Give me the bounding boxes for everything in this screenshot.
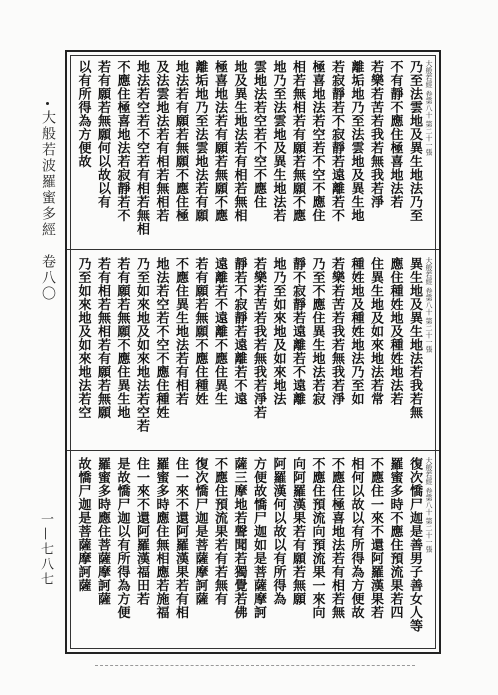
text-column: 住異生地及如來地法若常 [368, 257, 383, 406]
volume-note: 大般若經 卷第八十 第二十一張 [425, 457, 433, 553]
text-column: 復次憍尸迦是菩薩摩訶薩 [192, 457, 208, 606]
text-column: 乃至不應住異生地法若寂 [309, 257, 325, 406]
text-column: 不應住極喜地法若寂靜若不 [114, 60, 130, 222]
text-column: 不應住極喜地法若有相若無 [329, 457, 344, 619]
text-column: 乃至如來地及如來地法若空若 [134, 257, 149, 433]
text-column: 若樂若苦若我若無我若淨 [368, 60, 383, 209]
text-column: 若樂若苦若我若無我若淨 [329, 257, 344, 406]
text-column: 地法若有願若無願不應住極 [173, 60, 188, 222]
text-section-3 [73, 457, 433, 644]
text-column: 若有願若無願不應住異生地 [114, 257, 130, 419]
text-column: 極喜地法若空若不空不應住 [309, 60, 325, 222]
text-column: 種姓地及種姓地法乃至如 [348, 257, 364, 406]
text-column: 若寂靜若不寂靜若遠離若不 [329, 60, 344, 222]
text-column: 靜不寂靜若遠離若不遠離 [290, 257, 305, 406]
text-column: 靜若不寂靜若遠離若不遠 [231, 257, 247, 406]
text-section-2 [73, 257, 433, 447]
volume-note: 大般若經 卷第八十 第二十一張 [425, 60, 433, 156]
text-column: 乃至如來地及如來地法若空 [75, 257, 91, 419]
text-column: 向阿羅漢果若有願若無願 [290, 457, 305, 606]
text-column: 薩三摩地若聲聞若獨覺若佛 [231, 457, 247, 619]
text-column: 住一來不還阿羅漢果若有相 [173, 457, 188, 619]
text-column: 若有相若無相若有願若無願 [95, 257, 110, 419]
page-number: 一—七八七 [38, 512, 53, 587]
text-column: 及法雲地法若有相若無相若 [153, 60, 169, 222]
scan-edge-line [95, 665, 415, 666]
text-column: 不應住一來不還阿羅漢果若 [368, 457, 383, 619]
text-column: 復次憍尸迦是善男子善女人等 [407, 457, 422, 633]
text-column: 異生地及異生地法若我若無 [407, 257, 422, 419]
text-column: 不應住異生地法若有相若 [173, 257, 188, 406]
section-divider-2 [67, 450, 439, 451]
text-column: 地乃至法雲地及異生地法若 [270, 60, 286, 222]
text-column: 若樂若苦若我若無我若淨若 [251, 257, 266, 419]
text-column: 極喜地法若有願若無願不應 [212, 60, 227, 222]
text-column: 不應住預流向預流果一來向 [309, 457, 325, 619]
text-column: 是故憍尸迦以有所得為方便 [114, 457, 130, 619]
volume-note: 大般若經 卷第八十 第二十一張 [425, 257, 433, 353]
margin-title: 大般若波羅蜜多經 卷八〇 [40, 110, 56, 302]
text-column: 相若無相若有願若無願不應 [290, 60, 305, 222]
text-column: 乃至法雲地及異生地法乃至 [407, 60, 422, 222]
text-frame [65, 50, 441, 654]
text-column: 方便故憍尸迦如是菩薩摩訶 [251, 457, 266, 619]
text-column: 以有所得為方便故 [75, 60, 91, 168]
text-column: 地法若空若不空不應住種姓 [153, 257, 169, 419]
text-column: 離垢地乃至法雲地法若有願 [192, 60, 208, 222]
text-column: 不應住預流果若有若無有 [212, 457, 227, 606]
text-column: 若有願若無願何以故以有 [95, 60, 110, 209]
text-column: 羅蜜多時應住菩薩摩訶薩 [95, 457, 110, 606]
text-column: 阿羅漢何以故以有所得為 [270, 457, 286, 606]
text-section-1 [73, 60, 433, 246]
text-column: 雲地法若空若不空不應住 [251, 60, 266, 209]
text-column: 羅蜜多時不應住預流果若四 [387, 457, 403, 619]
text-column: 不有靜不應住極喜地法若 [387, 60, 403, 209]
text-column: 離垢地乃至法雲地及異生地 [348, 60, 364, 222]
text-column: 地法若空若不空若有相若無相 [134, 60, 149, 236]
text-column: 應住種姓地及種姓地法若 [387, 257, 403, 406]
text-column: 若有願若無願不應住種姓 [192, 257, 208, 406]
text-column: 羅蜜多時應住無相應若施福 [153, 457, 169, 619]
text-column: 相何以故以有所得為方便故 [348, 457, 364, 619]
margin-dot [46, 102, 49, 105]
text-column: 地及異生地法若有相若無相 [231, 60, 247, 222]
text-column: 故憍尸迦是菩薩摩訶薩 [75, 457, 91, 592]
text-column: 遠離若不遠離不應住異生 [212, 257, 227, 406]
text-column: 地乃至如來地及如來地法 [270, 257, 286, 406]
section-divider-1 [67, 249, 439, 250]
text-column: 住一來不還阿羅漢福田若 [134, 457, 149, 606]
